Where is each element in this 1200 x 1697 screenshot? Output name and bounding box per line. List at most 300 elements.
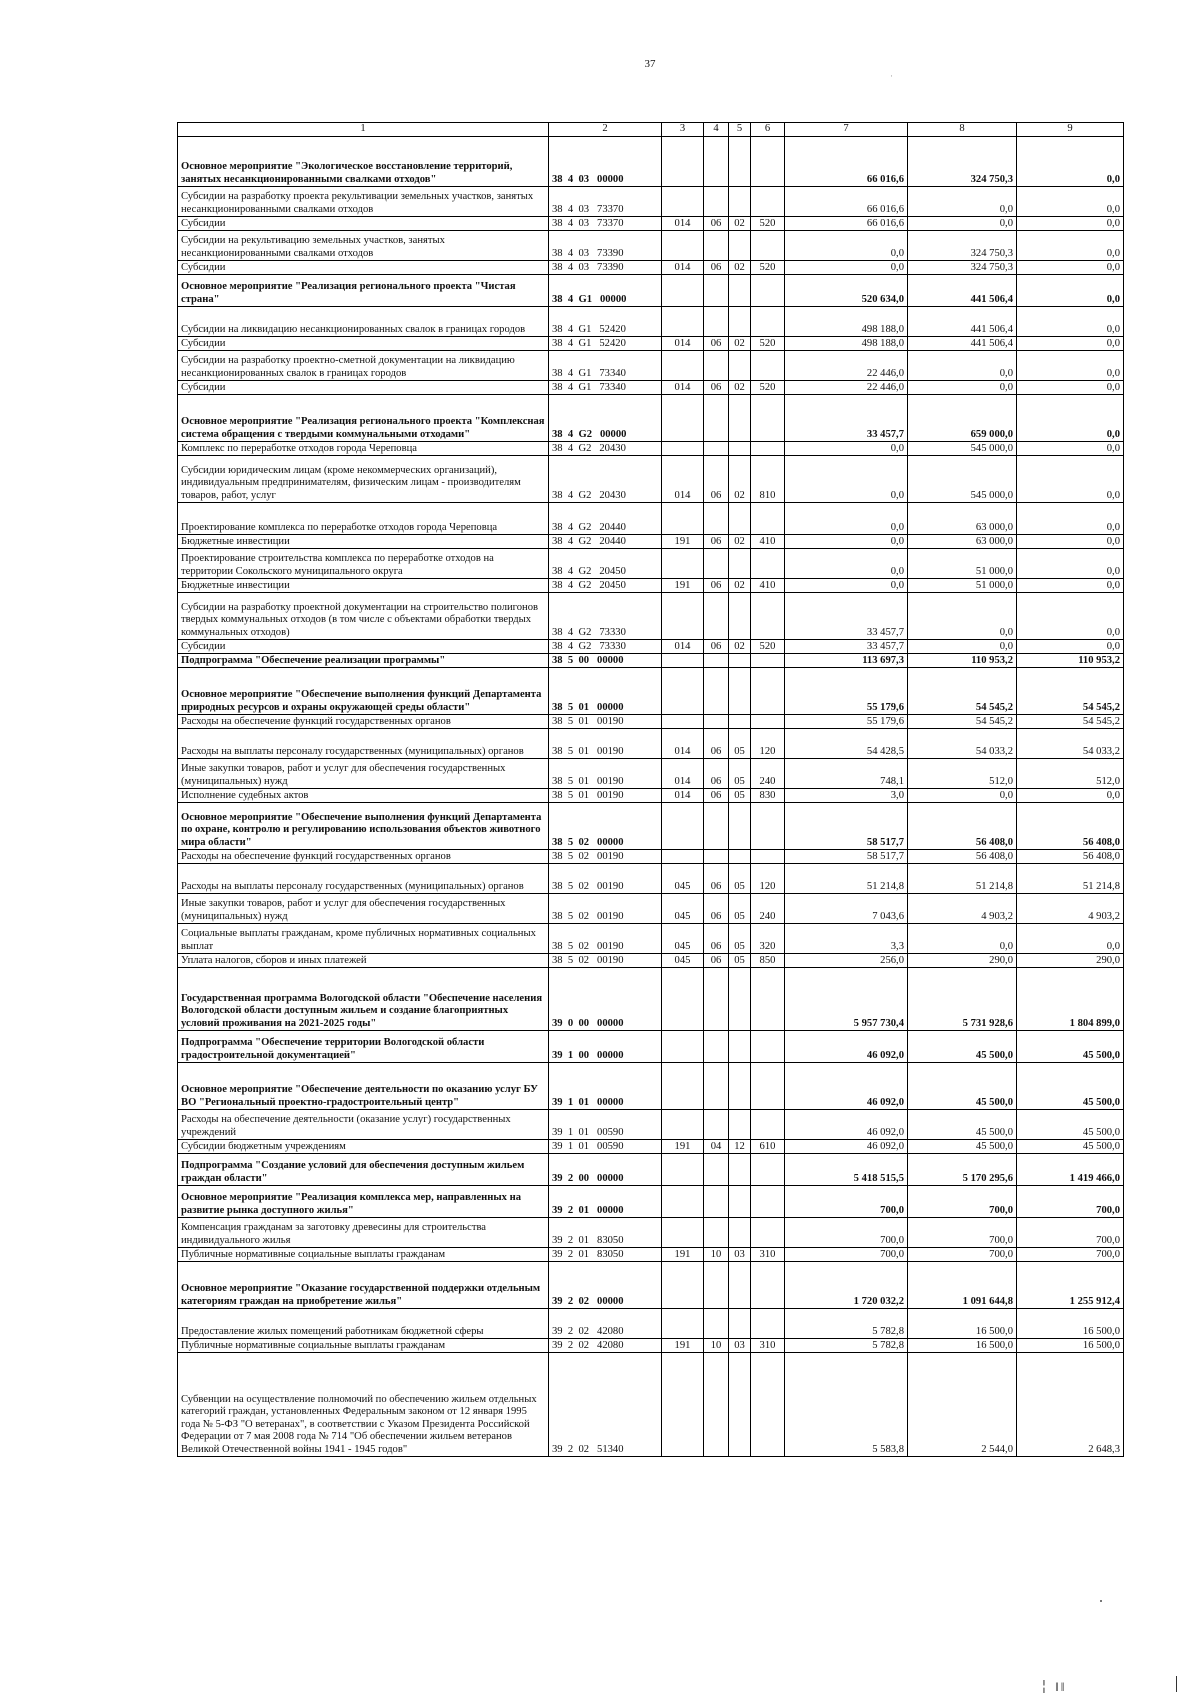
cell-v7: 5 782,8 xyxy=(785,1339,908,1353)
cell-c3 xyxy=(662,1262,704,1309)
cell-v9: 0,0 xyxy=(1017,640,1124,654)
cell-cs: 38 4 G1 00000 xyxy=(549,275,662,307)
column-number: 2 xyxy=(549,123,662,137)
cell-v7: 520 634,0 xyxy=(785,275,908,307)
cell-name: Расходы на обеспечение функций государственных органов xyxy=(178,850,549,864)
cell-c5 xyxy=(729,668,751,715)
cell-v8: 0,0 xyxy=(908,351,1017,381)
cell-v9: 0,0 xyxy=(1017,549,1124,579)
cell-v9: 0,0 xyxy=(1017,187,1124,217)
cell-c4: 06 xyxy=(704,640,729,654)
cell-c3 xyxy=(662,850,704,864)
cell-name: Основное мероприятие "Экологическое восстановление территорий, занятых несанкционированными свалками отходов" xyxy=(178,137,549,187)
cell-c3: 014 xyxy=(662,759,704,789)
column-number: 4 xyxy=(704,123,729,137)
cell-cs: 38 4 03 73370 xyxy=(549,187,662,217)
cell-c5 xyxy=(729,715,751,729)
cell-v8: 51 000,0 xyxy=(908,579,1017,593)
cell-c3 xyxy=(662,307,704,337)
cell-cs: 38 4 03 00000 xyxy=(549,137,662,187)
cell-cs: 38 5 02 00190 xyxy=(549,894,662,924)
cell-c6 xyxy=(751,968,785,1031)
cell-c3: 045 xyxy=(662,894,704,924)
table-row xyxy=(178,395,1124,442)
table-row xyxy=(178,729,1124,759)
cell-c4 xyxy=(704,1063,729,1110)
cell-v9: 56 408,0 xyxy=(1017,803,1124,850)
cell-name: Субсидии на разработку проекта рекультивации земельных участков, занятых несанкционированными свалками отходов xyxy=(178,187,549,217)
table-row xyxy=(178,1262,1124,1309)
table-row xyxy=(178,850,1124,864)
cell-c4 xyxy=(704,231,729,261)
table-row xyxy=(178,217,1124,231)
cell-v8: 700,0 xyxy=(908,1186,1017,1218)
cell-name: Комплекс по переработке отходов города Череповца xyxy=(178,442,549,456)
cell-c3 xyxy=(662,668,704,715)
cell-name: Основное мероприятие "Обеспечение выполнения функций Департамента по охране, контролю и регулированию использования объектов животного мира области" xyxy=(178,803,549,850)
cell-c4 xyxy=(704,593,729,640)
cell-name: Основное мероприятие "Реализация регионального проекта "Комплексная система обращения с твердыми коммунальными отходами" xyxy=(178,395,549,442)
cell-c5 xyxy=(729,1063,751,1110)
cell-v8: 1 091 644,8 xyxy=(908,1262,1017,1309)
cell-c5: 02 xyxy=(729,381,751,395)
cell-v7: 66 016,6 xyxy=(785,217,908,231)
cell-c5 xyxy=(729,1262,751,1309)
column-number: 7 xyxy=(785,123,908,137)
cell-v8: 2 544,0 xyxy=(908,1353,1017,1457)
cell-c5 xyxy=(729,1154,751,1186)
cell-name: Основное мероприятие "Обеспечение выполнения функций Департамента природных ресурсов и охраны окружающей среды области" xyxy=(178,668,549,715)
cell-cs: 38 4 G2 20430 xyxy=(549,442,662,456)
cell-c5 xyxy=(729,187,751,217)
cell-cs: 39 1 01 00590 xyxy=(549,1140,662,1154)
column-number-row xyxy=(178,123,1124,137)
cell-c3: 014 xyxy=(662,261,704,275)
column-number: 1 xyxy=(178,123,549,137)
cell-c6 xyxy=(751,275,785,307)
cell-c5: 02 xyxy=(729,579,751,593)
cell-v9: 110 953,2 xyxy=(1017,654,1124,668)
cell-cs: 38 4 03 73370 xyxy=(549,217,662,231)
cell-v7: 0,0 xyxy=(785,579,908,593)
cell-c3 xyxy=(662,1154,704,1186)
cell-c5 xyxy=(729,275,751,307)
cell-cs: 38 4 G1 52420 xyxy=(549,337,662,351)
cell-v7: 498 188,0 xyxy=(785,337,908,351)
cell-cs: 38 4 G2 20450 xyxy=(549,579,662,593)
cell-v9: 0,0 xyxy=(1017,351,1124,381)
cell-v7: 5 418 515,5 xyxy=(785,1154,908,1186)
cell-v9: 512,0 xyxy=(1017,759,1124,789)
cell-name: Уплата налогов, сборов и иных платежей xyxy=(178,954,549,968)
cell-c5: 05 xyxy=(729,954,751,968)
cell-cs: 39 2 00 00000 xyxy=(549,1154,662,1186)
cell-c6 xyxy=(751,1031,785,1063)
cell-name: Проектирование комплекса по переработке отходов города Череповца xyxy=(178,503,549,535)
table-row xyxy=(178,759,1124,789)
cell-c3 xyxy=(662,549,704,579)
table-row xyxy=(178,231,1124,261)
cell-v9: 0,0 xyxy=(1017,789,1124,803)
cell-c4: 06 xyxy=(704,381,729,395)
cell-v7: 748,1 xyxy=(785,759,908,789)
cell-v9: 0,0 xyxy=(1017,381,1124,395)
cell-v7: 498 188,0 xyxy=(785,307,908,337)
cell-c5 xyxy=(729,503,751,535)
cell-c3 xyxy=(662,968,704,1031)
cell-c5 xyxy=(729,351,751,381)
cell-v8: 54 033,2 xyxy=(908,729,1017,759)
cell-name: Иные закупки товаров, работ и услуг для обеспечения государственных (муниципальных) нужд xyxy=(178,759,549,789)
column-number: 8 xyxy=(908,123,1017,137)
table-row xyxy=(178,924,1124,954)
cell-c3: 014 xyxy=(662,640,704,654)
cell-c6: 810 xyxy=(751,456,785,503)
cell-c4 xyxy=(704,503,729,535)
cell-c4 xyxy=(704,654,729,668)
cell-c6: 120 xyxy=(751,729,785,759)
cell-cs: 39 0 00 00000 xyxy=(549,968,662,1031)
cell-cs: 38 5 02 00190 xyxy=(549,954,662,968)
cell-c6: 830 xyxy=(751,789,785,803)
cell-c6: 520 xyxy=(751,261,785,275)
table-row xyxy=(178,1186,1124,1218)
cell-v9: 700,0 xyxy=(1017,1248,1124,1262)
table-row xyxy=(178,864,1124,894)
page-number: 37 xyxy=(644,58,656,70)
cell-cs: 38 4 G2 73330 xyxy=(549,593,662,640)
cell-c5 xyxy=(729,395,751,442)
cell-c4: 06 xyxy=(704,864,729,894)
cell-v8: 512,0 xyxy=(908,759,1017,789)
cell-cs: 39 2 02 42080 xyxy=(549,1309,662,1339)
table-row xyxy=(178,1353,1124,1457)
cell-name: Субсидии юридическим лицам (кроме некоммерческих организаций), индивидуальным предпринимателям, физическим лицам - производителям товаров, работ, услуг xyxy=(178,456,549,503)
cell-v8: 0,0 xyxy=(908,789,1017,803)
cell-c3: 191 xyxy=(662,535,704,549)
cell-c4 xyxy=(704,395,729,442)
cell-c5 xyxy=(729,1110,751,1140)
cell-v7: 0,0 xyxy=(785,535,908,549)
cell-name: Субсидии xyxy=(178,640,549,654)
cell-cs: 39 2 01 83050 xyxy=(549,1218,662,1248)
cell-c5: 05 xyxy=(729,864,751,894)
cell-v7: 7 043,6 xyxy=(785,894,908,924)
cell-c3: 045 xyxy=(662,954,704,968)
cell-name: Предоставление жилых помещений работникам бюджетной сферы xyxy=(178,1309,549,1339)
table-row xyxy=(178,954,1124,968)
cell-v7: 700,0 xyxy=(785,1248,908,1262)
cell-c4 xyxy=(704,1154,729,1186)
cell-v9: 0,0 xyxy=(1017,137,1124,187)
cell-v7: 46 092,0 xyxy=(785,1140,908,1154)
cell-v7: 51 214,8 xyxy=(785,864,908,894)
cell-c6 xyxy=(751,1262,785,1309)
cell-c4 xyxy=(704,275,729,307)
cell-v7: 46 092,0 xyxy=(785,1063,908,1110)
scan-marks: ╎ ‖‖ xyxy=(1040,1679,1067,1694)
cell-c5 xyxy=(729,1309,751,1339)
cell-v9: 290,0 xyxy=(1017,954,1124,968)
budget-table xyxy=(177,122,1124,1457)
cell-v8: 441 506,4 xyxy=(908,307,1017,337)
cell-v8: 659 000,0 xyxy=(908,395,1017,442)
cell-cs: 39 2 01 00000 xyxy=(549,1186,662,1218)
cell-c5: 02 xyxy=(729,640,751,654)
cell-c4 xyxy=(704,1031,729,1063)
cell-name: Расходы на обеспечение функций государственных органов xyxy=(178,715,549,729)
cell-v9: 54 545,2 xyxy=(1017,715,1124,729)
cell-c4 xyxy=(704,1309,729,1339)
cell-v9: 0,0 xyxy=(1017,275,1124,307)
cell-v9: 0,0 xyxy=(1017,395,1124,442)
cell-c4 xyxy=(704,307,729,337)
cell-v9: 0,0 xyxy=(1017,261,1124,275)
cell-c6: 310 xyxy=(751,1339,785,1353)
cell-c4 xyxy=(704,442,729,456)
table-body xyxy=(178,123,1124,1457)
cell-cs: 38 5 01 00190 xyxy=(549,759,662,789)
table-row xyxy=(178,1031,1124,1063)
cell-c5 xyxy=(729,137,751,187)
cell-v7: 0,0 xyxy=(785,231,908,261)
cell-name: Субсидии xyxy=(178,381,549,395)
cell-c6 xyxy=(751,1154,785,1186)
cell-c6: 850 xyxy=(751,954,785,968)
cell-v8: 56 408,0 xyxy=(908,803,1017,850)
cell-c6: 120 xyxy=(751,864,785,894)
table-row xyxy=(178,1063,1124,1110)
cell-cs: 39 1 01 00590 xyxy=(549,1110,662,1140)
cell-name: Проектирование строительства комплекса по переработке отходов на территории Сокольского муниципального округа xyxy=(178,549,549,579)
cell-c4: 06 xyxy=(704,789,729,803)
cell-v8: 4 903,2 xyxy=(908,894,1017,924)
cell-v8: 290,0 xyxy=(908,954,1017,968)
cell-c3 xyxy=(662,1353,704,1457)
cell-v9: 1 804 899,0 xyxy=(1017,968,1124,1031)
table-row xyxy=(178,503,1124,535)
cell-v8: 110 953,2 xyxy=(908,654,1017,668)
cell-cs: 39 2 02 51340 xyxy=(549,1353,662,1457)
cell-c6 xyxy=(751,803,785,850)
cell-cs: 38 4 G2 20440 xyxy=(549,503,662,535)
cell-v7: 54 428,5 xyxy=(785,729,908,759)
cell-cs: 39 2 02 00000 xyxy=(549,1262,662,1309)
cell-cs: 39 1 00 00000 xyxy=(549,1031,662,1063)
cell-v7: 0,0 xyxy=(785,503,908,535)
cell-c5 xyxy=(729,231,751,261)
table-row xyxy=(178,1110,1124,1140)
cell-c3 xyxy=(662,1063,704,1110)
scan-edge-mark xyxy=(1176,1676,1177,1692)
cell-v9: 45 500,0 xyxy=(1017,1110,1124,1140)
cell-c6 xyxy=(751,137,785,187)
table-row xyxy=(178,351,1124,381)
cell-cs: 38 4 G2 20440 xyxy=(549,535,662,549)
cell-name: Расходы на обеспечение деятельности (оказание услуг) государственных учреждений xyxy=(178,1110,549,1140)
table-row xyxy=(178,1154,1124,1186)
cell-c3 xyxy=(662,1186,704,1218)
cell-c5 xyxy=(729,968,751,1031)
cell-v9: 16 500,0 xyxy=(1017,1309,1124,1339)
cell-v9: 54 033,2 xyxy=(1017,729,1124,759)
cell-v7: 22 446,0 xyxy=(785,351,908,381)
cell-c3 xyxy=(662,1218,704,1248)
cell-name: Государственная программа Вологодской области "Обеспечение населения Вологодской области доступным жильем и создание благоприятных условий проживания на 2021-2025 годы" xyxy=(178,968,549,1031)
cell-c3 xyxy=(662,1110,704,1140)
cell-name: Подпрограмма "Создание условий для обеспечения доступным жильем граждан области" xyxy=(178,1154,549,1186)
cell-c4 xyxy=(704,1353,729,1457)
cell-c3 xyxy=(662,351,704,381)
cell-v8: 0,0 xyxy=(908,217,1017,231)
cell-v9: 0,0 xyxy=(1017,579,1124,593)
cell-c3: 014 xyxy=(662,789,704,803)
table-row xyxy=(178,381,1124,395)
cell-v9: 700,0 xyxy=(1017,1186,1124,1218)
cell-c4: 06 xyxy=(704,579,729,593)
cell-v8: 45 500,0 xyxy=(908,1140,1017,1154)
cell-c4: 06 xyxy=(704,217,729,231)
cell-c6 xyxy=(751,593,785,640)
table-row xyxy=(178,1218,1124,1248)
cell-c4: 06 xyxy=(704,729,729,759)
cell-c6 xyxy=(751,187,785,217)
cell-c4: 06 xyxy=(704,337,729,351)
cell-c6: 240 xyxy=(751,759,785,789)
cell-c3 xyxy=(662,231,704,261)
cell-v9: 0,0 xyxy=(1017,593,1124,640)
cell-c4: 10 xyxy=(704,1339,729,1353)
cell-v9: 2 648,3 xyxy=(1017,1353,1124,1457)
cell-c5: 02 xyxy=(729,535,751,549)
cell-c6 xyxy=(751,850,785,864)
cell-cs: 39 2 02 42080 xyxy=(549,1339,662,1353)
cell-c5: 05 xyxy=(729,759,751,789)
cell-cs: 38 4 03 73390 xyxy=(549,261,662,275)
cell-v8: 0,0 xyxy=(908,640,1017,654)
cell-name: Субсидии на ликвидацию несанкционированных свалок в границах городов xyxy=(178,307,549,337)
cell-v9: 54 545,2 xyxy=(1017,668,1124,715)
table-row xyxy=(178,789,1124,803)
cell-v8: 324 750,3 xyxy=(908,261,1017,275)
cell-v9: 0,0 xyxy=(1017,231,1124,261)
cell-v8: 54 545,2 xyxy=(908,668,1017,715)
cell-c6 xyxy=(751,1110,785,1140)
column-number: 5 xyxy=(729,123,751,137)
cell-v7: 33 457,7 xyxy=(785,640,908,654)
table-row xyxy=(178,535,1124,549)
cell-c6: 240 xyxy=(751,894,785,924)
cell-v8: 700,0 xyxy=(908,1218,1017,1248)
cell-v7: 0,0 xyxy=(785,261,908,275)
cell-c6 xyxy=(751,395,785,442)
table-row xyxy=(178,1309,1124,1339)
cell-c3: 014 xyxy=(662,381,704,395)
cell-c4 xyxy=(704,187,729,217)
cell-v9: 0,0 xyxy=(1017,442,1124,456)
cell-v7: 3,3 xyxy=(785,924,908,954)
cell-c6 xyxy=(751,442,785,456)
cell-cs: 38 4 G2 20450 xyxy=(549,549,662,579)
cell-c4 xyxy=(704,1186,729,1218)
table-row xyxy=(178,456,1124,503)
cell-v9: 56 408,0 xyxy=(1017,850,1124,864)
cell-v8: 0,0 xyxy=(908,381,1017,395)
cell-v8: 16 500,0 xyxy=(908,1339,1017,1353)
cell-v9: 0,0 xyxy=(1017,456,1124,503)
table-row xyxy=(178,1248,1124,1262)
cell-v8: 5 170 295,6 xyxy=(908,1154,1017,1186)
cell-cs: 38 4 G2 20430 xyxy=(549,456,662,503)
cell-name: Субсидии xyxy=(178,261,549,275)
table-row xyxy=(178,1140,1124,1154)
cell-c3 xyxy=(662,1309,704,1339)
cell-c4 xyxy=(704,968,729,1031)
cell-name: Бюджетные инвестиции xyxy=(178,535,549,549)
cell-c3: 014 xyxy=(662,217,704,231)
cell-name: Расходы на выплаты персоналу государственных (муниципальных) органов xyxy=(178,864,549,894)
cell-v8: 56 408,0 xyxy=(908,850,1017,864)
cell-c5: 03 xyxy=(729,1339,751,1353)
cell-v9: 4 903,2 xyxy=(1017,894,1124,924)
cell-c4: 06 xyxy=(704,261,729,275)
cell-c4 xyxy=(704,549,729,579)
cell-c3 xyxy=(662,503,704,535)
cell-c4 xyxy=(704,715,729,729)
cell-c3 xyxy=(662,715,704,729)
cell-cs: 38 4 G1 52420 xyxy=(549,307,662,337)
cell-v7: 5 957 730,4 xyxy=(785,968,908,1031)
cell-v7: 66 016,6 xyxy=(785,187,908,217)
cell-cs: 38 5 01 00000 xyxy=(549,668,662,715)
cell-c3: 045 xyxy=(662,864,704,894)
cell-v7: 55 179,6 xyxy=(785,715,908,729)
cell-c4: 10 xyxy=(704,1248,729,1262)
cell-v9: 0,0 xyxy=(1017,217,1124,231)
cell-name: Субсидии бюджетным учреждениям xyxy=(178,1140,549,1154)
cell-c4 xyxy=(704,1110,729,1140)
cell-v7: 0,0 xyxy=(785,456,908,503)
cell-name: Субсидии на разработку проектно-сметной документации на ликвидацию несанкционированных свалок в границах городов xyxy=(178,351,549,381)
cell-c6 xyxy=(751,654,785,668)
cell-v9: 0,0 xyxy=(1017,503,1124,535)
cell-v7: 5 782,8 xyxy=(785,1309,908,1339)
cell-c4: 06 xyxy=(704,456,729,503)
cell-cs: 39 1 01 00000 xyxy=(549,1063,662,1110)
cell-cs: 38 5 02 00000 xyxy=(549,803,662,850)
cell-c5 xyxy=(729,549,751,579)
cell-c3 xyxy=(662,137,704,187)
cell-name: Подпрограмма "Обеспечение реализации программы" xyxy=(178,654,549,668)
cell-v8: 51 000,0 xyxy=(908,549,1017,579)
cell-v9: 1 255 912,4 xyxy=(1017,1262,1124,1309)
cell-name: Субсидии на рекультивацию земельных участков, занятых несанкционированными свалками отходов xyxy=(178,231,549,261)
cell-name: Субсидии xyxy=(178,337,549,351)
table-row xyxy=(178,1339,1124,1353)
cell-v7: 700,0 xyxy=(785,1218,908,1248)
cell-v8: 324 750,3 xyxy=(908,231,1017,261)
cell-c6 xyxy=(751,715,785,729)
cell-cs: 38 5 02 00190 xyxy=(549,924,662,954)
cell-name: Субсидии на разработку проектной документации на строительство полигонов твердых коммунальных отходов (в том числе с объектами обработки твердых коммунальных отходов) xyxy=(178,593,549,640)
table-row xyxy=(178,968,1124,1031)
cell-c6 xyxy=(751,1218,785,1248)
cell-v7: 700,0 xyxy=(785,1186,908,1218)
cell-c6: 610 xyxy=(751,1140,785,1154)
cell-v7: 3,0 xyxy=(785,789,908,803)
cell-v8: 545 000,0 xyxy=(908,442,1017,456)
cell-name: Основное мероприятие "Оказание государственной поддержки отдельным категориям граждан на приобретение жилья" xyxy=(178,1262,549,1309)
